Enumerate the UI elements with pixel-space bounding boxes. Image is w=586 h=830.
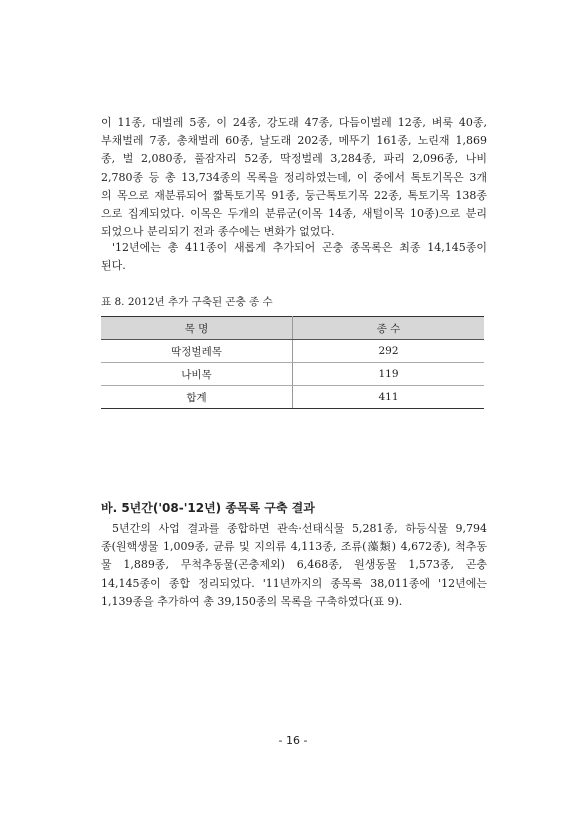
table-cell: 합계 <box>101 386 293 409</box>
text-line: 종, 벌 2,080종, 풀잠자리 52종, 딱정벌레 3,284종, 파리 2,096종, 나비 <box>101 152 487 166</box>
column-header-order: 목 명 <box>101 317 293 340</box>
text-line: '12년에는 총 411종이 새롭게 추가되어 곤충 종목록은 최종 14,145종이 <box>112 241 487 254</box>
column-header-count: 종 수 <box>293 317 485 340</box>
section-heading: 바. 5년간('08-'12년) 종목록 구축 결과 <box>101 501 315 515</box>
text-line: 되었으나 분리되기 전과 종수에는 변화가 없었다. <box>101 225 335 239</box>
text-line: 의 목으로 재분류되어 짧톡토기목 91종, 둥근톡토기목 22종, 톡토기목 138종 <box>101 188 487 202</box>
table-header-row <box>101 317 484 340</box>
text-line: 14,145종이 종합 정리되었다. '11년까지의 종목록 38,011종에 '12년에는 <box>101 576 487 590</box>
intro-paragraph <box>101 114 487 241</box>
results-paragraph <box>101 520 487 611</box>
page-number: - 16 - <box>278 734 308 747</box>
table-cell: 딱정벌레목 <box>101 340 293 363</box>
table-cell: 119 <box>293 363 485 386</box>
text-line: 이 11종, 대벌레 5종, 이 24종, 강도래 47종, 다듬이벌레 12종, 벼룩 40종, <box>101 116 487 129</box>
text-line: 부채벌레 7종, 총채벌레 60종, 날도래 202종, 메뚜기 161종, 노린재 1,869 <box>101 134 487 148</box>
table-cell: 411 <box>293 386 485 409</box>
table-total-row <box>101 386 484 409</box>
summary-paragraph <box>101 239 487 275</box>
table-cell: 나비목 <box>101 363 293 386</box>
text-line: 2,780종 등 총 13,734종의 목록을 정리하였는데, 이 중에서 톡토기목은 3개 <box>101 170 487 184</box>
table-row <box>101 340 484 363</box>
species-count-table <box>101 316 484 409</box>
table-row <box>101 363 484 386</box>
text-line: 5년간의 사업 결과를 종합하면 관속·선태식물 5,281종, 하등식물 9,794 <box>112 522 487 535</box>
text-line: 종(원핵생물 1,009종, 균류 및 지의류 4,113종, 조류(藻類) 4,672종), 척추동 <box>101 540 487 554</box>
text-line: 1,139종을 추가하여 총 39,150종의 목록을 구축하였다(표 9). <box>101 594 403 608</box>
text-line: 된다. <box>101 259 126 273</box>
text-line: 물 1,889종, 무척추동물(곤충제외) 6,468종, 원생동물 1,573종, 곤충 <box>101 558 487 572</box>
table-caption: 표 8. 2012년 추가 구축된 곤충 종 수 <box>101 296 273 308</box>
text-line: 으로 집계되었다. 이목은 두개의 분류군(이목 14종, 새털이목 10종)으로 분리 <box>101 207 487 221</box>
table-cell: 292 <box>293 340 485 363</box>
